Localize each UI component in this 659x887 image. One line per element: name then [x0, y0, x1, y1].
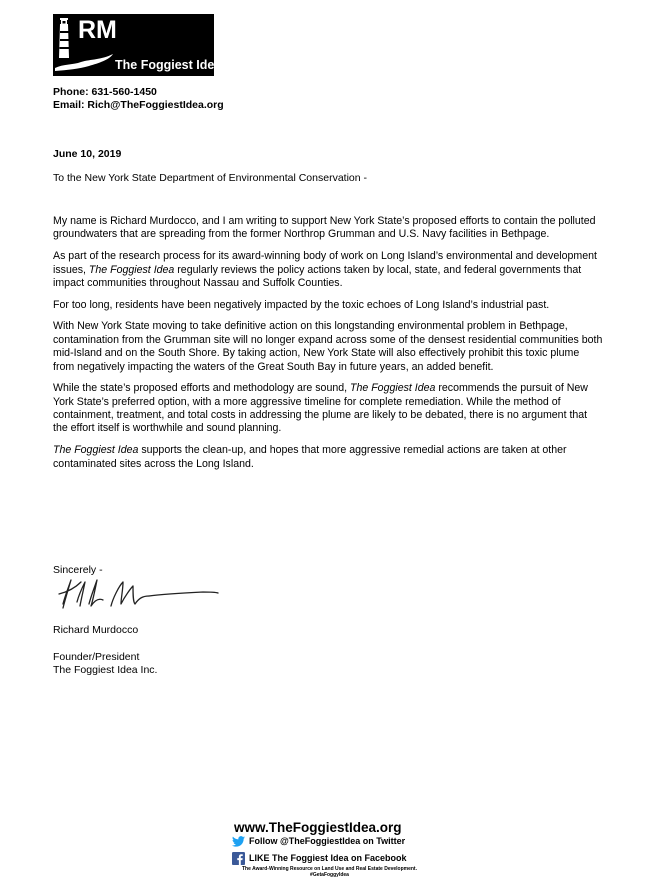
closing: Sincerely - — [53, 564, 103, 576]
twitter-text: Follow @TheFoggiestIdea on Twitter — [249, 836, 406, 846]
footer-tagline: The Award-Winning Resource on Land Use and Real Estate Development. — [242, 866, 417, 872]
email: Email: Rich@TheFoggiestIdea.org — [53, 98, 224, 111]
signature — [53, 574, 223, 614]
signer-organization: The Foggiest Idea Inc. — [53, 663, 158, 676]
facebook-text: LIKE The Foggiest Idea on Facebook — [249, 852, 407, 863]
paragraph-4: With New York State moving to take definitive action on this longstanding environmental problem in Bethpage, contamination from the Grumman site will no longer expand across some of the densest residential communities both mid-Island and on the South Shore. By taking action, New York State will also effectively prohibit this toxic plume from negatively impacting the waters of the Great South Bay in future years, an added benefit. — [53, 320, 603, 373]
paragraph-2: As part of the research process for its award-winning body of work on Long Island’s environmental and development issues, The Foggiest Idea regularly reviews the policy actions taken by local, state, and federal governments that impact communities throughout Nassau and Suffolk Counties. — [53, 250, 597, 289]
facebook-row[interactable] — [232, 852, 407, 865]
paragraph-6: The Foggiest Idea supports the clean-up, and hopes that more aggressive remedial actions are taken at other contaminated sites across the Long Island. — [53, 444, 567, 470]
signer-title: Founder/President — [53, 651, 140, 663]
twitter-row[interactable] — [232, 836, 405, 847]
letter-date: June 10, 2019 — [53, 148, 122, 160]
signer-name: Richard Murdocco — [53, 624, 139, 636]
paragraph-5: While the state’s proposed efforts and methodology are sound, The Foggiest Idea recommends the pursuit of New York State’s preferred option, with a more aggressive timeline for complete remediation. While the method of containment, treatment, and total costs in addressing the plume are likely to be debated, there is no argument that the effort itself is worthwhile and sound planning. — [53, 382, 588, 435]
signer-title-block — [53, 651, 157, 677]
paragraph-1: My name is Richard Murdocco, and I am writing to support New York State’s proposed efforts to contain the polluted groundwaters that are spreading from the former Northrop Grumman and U.S. Navy facilities in Bethpage. — [53, 215, 596, 241]
twitter-icon — [232, 836, 245, 847]
facebook-icon — [232, 852, 245, 865]
logo-initials: RM — [78, 16, 117, 44]
phone: Phone: 631-560-1450 — [53, 86, 157, 98]
logo — [53, 14, 222, 76]
footer-hashtag: #GetaFoggyIdea — [310, 872, 349, 878]
logo-name: The Foggiest Idea — [115, 58, 222, 72]
paragraph-3: For too long, residents have been negatively impacted by the toxic echoes of Long Island’s industrial past. — [53, 298, 550, 311]
salutation: To the New York State Department of Environmental Conservation - — [53, 172, 367, 184]
contact-block — [53, 86, 224, 111]
website-link[interactable]: www.TheFoggiestIdea.org — [234, 820, 402, 835]
letter-body — [53, 215, 603, 479]
